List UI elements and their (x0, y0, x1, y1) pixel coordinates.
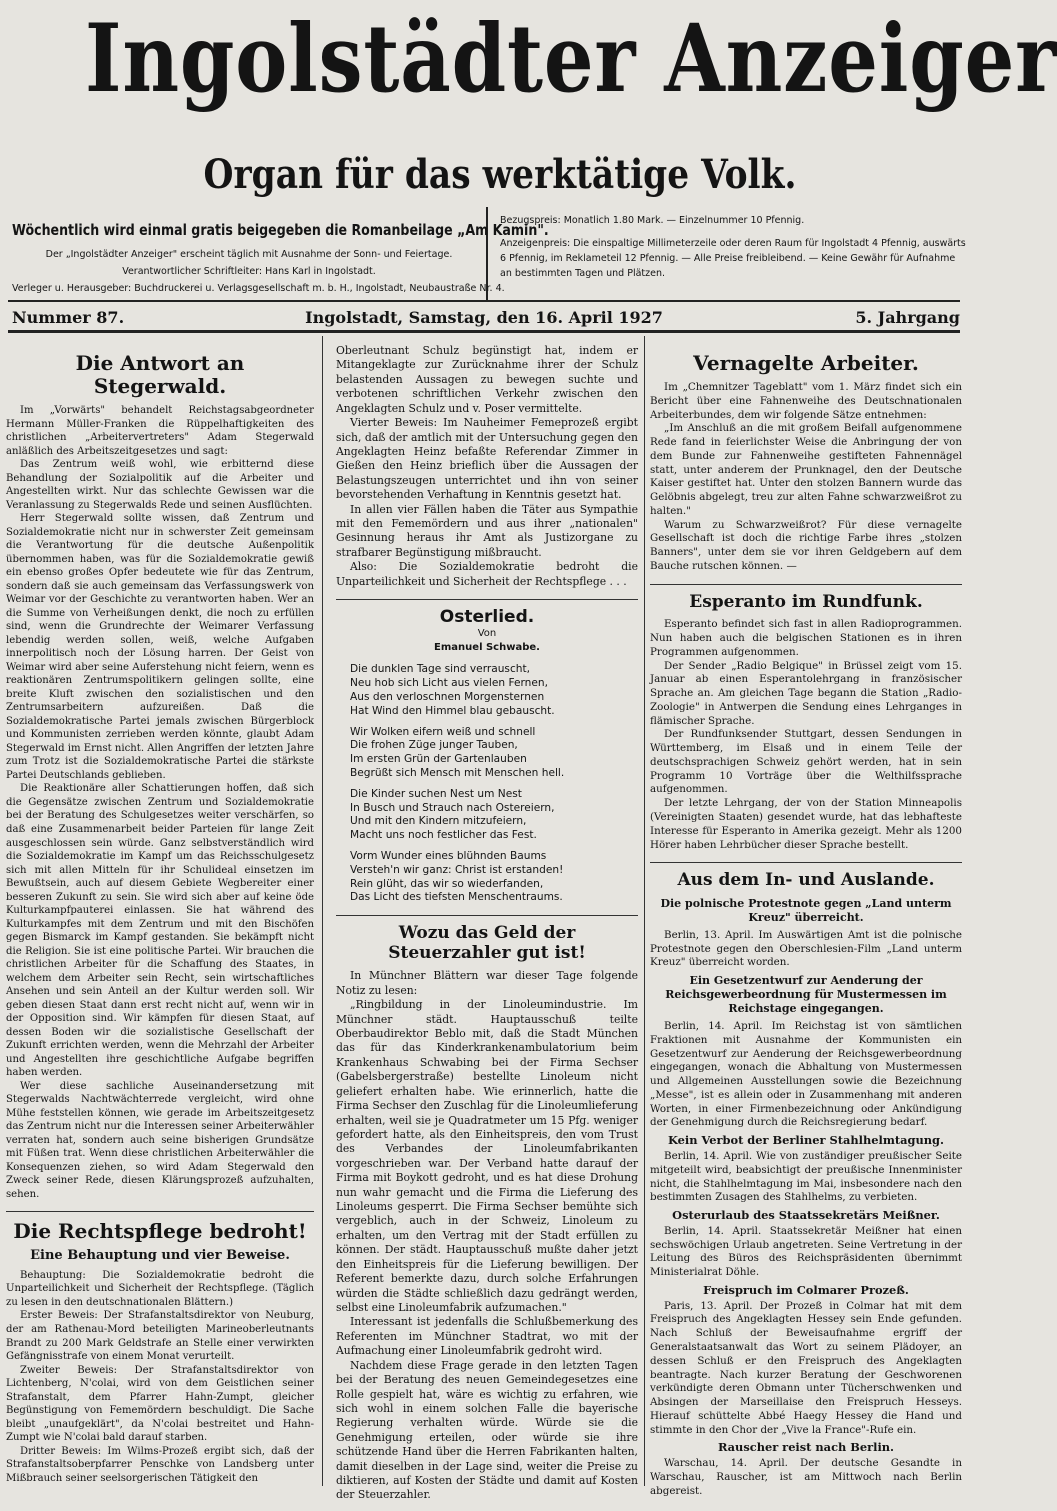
poem-stanza (350, 726, 638, 781)
publisher-notice: Verleger u. Herausgeber: Buchdruckerei u. Verlagsgesellschaft m. b. H., Ingolstadt, Neubaustraße Nr. 4. (12, 283, 505, 294)
article-paragraph: Esperanto befindet sich fast in allen Radioprogrammen. Nun haben auch die belgischen Stationen es in ihren Programmen aufgenommen. (650, 618, 962, 658)
issue-year: 5. Jahrgang (855, 308, 960, 327)
news-headline: Kein Verbot der Berliner Stahlhelmtagung. (668, 1133, 944, 1148)
news-headline: Die polnische Protestnote gegen „Land unterm Kreuz" überreicht. (660, 896, 952, 924)
poem-title: Osterlied. (439, 607, 535, 628)
ad-price-line-2: 6 Pfennig, im Reklameteil 12 Pfennig. — Alle Preise freibleibend. — Keine Gewähr für Aufnahme (500, 253, 956, 264)
article-paragraph: Herr Stegerwald sollte wissen, daß Zentrum und Sozialdemokratie nicht nur in schwerster Zeit gemeinsam die Verantwortung für die deutsche Außenpolitik übernommen haben, was für die Sozialdemokratie gewiß ein ebenso großes Opfer bedeutete wie für das Zentrum, sondern daß sie auch gemeinsam das Verfassungswerk von Weimar vor der Geschichte zu verantworten haben. Wer an die Summe von Verheißungen denkt, die noch zu erfüllen sind, wenn die Grundrechte der Weimarer Verfassung lebendig werden sollen, weiß, welche Aufgaben innerpolitisch noch der Lösung harren. Der Geist von Weimar wird aber seine Auferstehung nicht feiern, wenn es reaktionären Zentrumspolitikern gelingen sollte, eine breite Kluft zwischen den sozialistischen und den Zentrumsarbeitern aufzureißen. Daß die Sozialdemokratische Partei jemals zwischen Bürgerblock und Kommunisten zerrieben werden könnte, glaubt Adam Stegerwald im Ernst nicht. Allen Angriffen der letzten Jahre zum Trotz ist die Sozialdemokratische Partei die stärkste Partei Deutschlands geblieben. (6, 513, 314, 781)
editor-notice: Verantwortlicher Schriftleiter: Hans Karl in Ingolstadt. (122, 266, 376, 277)
news-headline: Ein Gesetzentwurf zur Aenderung der Reichsgewerbeordnung für Mustermessen im Reichstage eingegangen. (665, 974, 947, 1016)
info-box-right (496, 207, 966, 300)
poem-stanza (350, 788, 638, 843)
issue-date: Ingolstadt, Samstag, den 16. April 1927 (305, 308, 663, 327)
subheadline-rechtspflege: Eine Behauptung und vier Beweise. (30, 1248, 290, 1264)
column-1 (6, 344, 314, 1485)
poem-line: Die frohen Züge junger Tauben, (350, 739, 518, 752)
article-paragraph: Behauptung: Die Sozialdemokratie bedroht die Unparteilichkeit und Sicherheit der Rechtspflege. (Täglich zu lesen in den deutschnationalen Blättern.) (6, 1269, 314, 1308)
masthead-subtitle: Organ für das werktätige Volk. (203, 151, 797, 198)
section-rule (336, 915, 638, 916)
section-rule (6, 1211, 314, 1212)
article-paragraph: Wer diese sachliche Auseinandersetzung mit Stegerwalds Nachtwächterrede vergleicht, wird ohne Mühe feststellen können, wie gerade im Arbeitszeitgesetz das Zentrum nicht nur die Interessen seiner Arbeiterwähler verraten hat, sondern auch seine bisherigen Grundsätze mit Füßen trat. Wenn diese christlichen Arbeiterwähler die Konsequenzen ziehen, so wird Adam Stegerwald den Zweck seiner Rede, diesen Klärungsprozeß aufzuhalten, sehen. (6, 1080, 314, 1200)
section-rule (650, 862, 962, 863)
news-headline: Freispruch im Colmarer Prozeß. (703, 1282, 909, 1297)
headline-vernagelte: Vernagelte Arbeiter. (693, 351, 919, 375)
article-paragraph: Der Sender „Radio Belgique" in Brüssel zeigt vom 15. Januar ab einen Esperantolehrgang in französischer Sprache an. Am gleichen Tage begann die Station „Radio-Zoologie" in Antwerpen die Sendung eines Lehrganges in flämischer Sprache. (650, 659, 962, 727)
poem-von: Von (477, 627, 497, 639)
ad-price-line-3: an bestimmten Tagen und Plätzen. (500, 268, 666, 279)
article-paragraph: Vierter Beweis: Im Nauheimer Femeprozeß ergibt sich, daß der amtlich mit der Untersuchung gegen den Angeklagten Heinz befaßte Referendar Zimmer in Gießen den Heinz brieflich über die Aussagen der Belastungszeugen unterrichtet und ihn von seiner bevorstehenden Verhaftung in Kenntnis gesetzt hat. (336, 416, 638, 502)
column-divider (644, 336, 645, 1486)
headline-steuerzahler: Wozu das Geld der Steuerzahler gut ist! (388, 923, 586, 963)
news-headline: Rauscher reist nach Berlin. (717, 1440, 895, 1455)
issue-number: Nummer 87. (12, 308, 125, 327)
poem-line: Aus den verloschnen Morgensternen (350, 691, 545, 704)
column-2 (336, 344, 638, 1503)
poem-line: Wir Wolken eifern weiß und schnell (350, 725, 536, 738)
section-rule (336, 599, 638, 600)
news-paragraph: Berlin, 14. April. Wie von zuständiger preußischer Seite mitgeteilt wird, beabsichtigt der preußische Innenminister nicht, die Stahlhelmtagung im Mai, insbesondere nach den bestimmten Zusagen des Stahlhelms, zu verbieten. (650, 1150, 962, 1204)
article-paragraph: Im „Chemnitzer Tageblatt" vom 1. März findet sich ein Bericht über eine Fahnenweihe des Deutschnationalen Arbeiterbundes, dem wir folgende Sätze entnehmen: (650, 381, 962, 421)
column-3 (650, 344, 962, 1498)
poem-stanza (350, 850, 638, 905)
publication-notice: Der „Ingolstädter Anzeiger" erscheint täglich mit Ausnahme der Sonn- und Feiertage. (45, 249, 453, 260)
article-paragraph: Dritter Beweis: Im Wilms-Prozeß ergibt sich, daß der Strafanstaltsoberpfarrer Penschke von Landsberg unter Mißbrauch seiner seelsorgerischen Tätigkeit den (6, 1445, 314, 1484)
headline-inland-ausland: Aus dem In- und Auslande. (677, 870, 935, 891)
article-paragraph: Interessant ist jedenfalls die Schlußbemerkung des Referenten im Münchner Stadtrat, wo mit der Aufmachung einer Linoleumfabrik gedroht wird. (336, 1315, 638, 1358)
headline-rechtspflege: Die Rechtspflege bedroht! (13, 1219, 307, 1244)
article-paragraph: Erster Beweis: Der Strafanstaltsdirektor von Neuburg, der am Rathenau-Mord beteiligten Marineoberleutnants Brandt zu 200 Mark Geldstrafe an Stelle einer verwirkten Gefängnisstrafe von einem Monat verurteilt. (6, 1310, 314, 1363)
news-headline: Osterurlaub des Staatssekretärs Meißner. (672, 1208, 940, 1223)
poem-author: Emanuel Schwabe. (434, 642, 540, 654)
headline-antwort: Die Antwort an Stegerwald. (75, 351, 245, 398)
section-rule (650, 584, 962, 585)
poem-line: Im ersten Grün der Gartenlauben (350, 753, 527, 766)
article-paragraph: Der Rundfunksender Stuttgart, dessen Sendungen in Württemberg, im Elsaß und in einem Teile der deutschsprachigen Schweiz gehört werden, hat in sein Programm 10 Vorträge über die Welthilfssprache aufgenommen. (650, 728, 962, 796)
article-paragraph: Die Reaktionäre aller Schattierungen hoffen, daß sich die Gegensätze zwischen Zentrum und Sozialdemokratie bei der Beratung des Schulgesetzes weiter verschärfen, so daß eine Zusammenarbeit beider Parteien für lange Zeit ausgeschlossen sein würde. Ganz selbstverständlich wird die Sozialdemokratie im Kampf um das Reichsschulgesetz sich mit allen Mitteln für ihr Schulideal einsetzen im Bewußtsein, auch auf diesem Gebiete Wegbereiter einer besseren Zukunft zu sein. Sie wird sich aber auf keine öde Kulturkampfpauterei einlassen. Sie hat während des Kulturkampfes mit dem Zentrum und mit den Bischöfen gegen Bismarck im Kampf gestanden. Sie bekämpft nicht die Religion. Sie ist eine politische Partei. Wir brauchen die christlichen Arbeiter für die Schaffung des Staates, in welchem dem Arbeiter sein Recht, sein wirtschaftliches Ansehen und sein Anteil an der Kultur werden soll. Wir geben diesen Staat dann erst recht nicht auf, wenn wir in der Opposition sind. Wir kämpfen für diesen Staat, auf dessen Boden wir die sozialistische Gesellschaft der Zukunft errichten werden, wenn die Mehrzahl der Arbeiter und Angestellten ihre geschichtliche Aufgabe begriffen haben werden. (6, 783, 314, 1079)
poem-line: Begrüßt sich Mensch mit Menschen hell. (350, 767, 565, 780)
poem-line: Neu hob sich Licht aus vielen Fernen, (350, 677, 548, 690)
news-paragraph: Berlin, 14. April. Staatssekretär Meißner hat einen sechswöchigen Urlaub angetreten. Seine Vertretung in der Leitung des Büros des Reichspräsidenten übernimmt Ministerialrat Döhle. (650, 1224, 962, 1279)
poem-line: Die Kinder suchen Nest um Nest (350, 787, 522, 800)
poem-line: In Busch und Strauch nach Ostereiern, (350, 801, 555, 814)
article-paragraph: In allen vier Fällen haben die Täter aus Sympathie mit den Fememördern und aus ihrer „nationalen" Gesinnung heraus ihr Amt als Justizorgane zu strafbarer Begünstigung mißbraucht. (336, 502, 638, 559)
issue-bar (8, 300, 960, 333)
poem-line: Rein glüht, das wir so wiederfanden, (350, 877, 544, 890)
headline-esperanto: Esperanto im Rundfunk. (689, 591, 923, 612)
article-paragraph: Der letzte Lehrgang, der von der Station Minneapolis (Vereinigten Staaten) gesendet wurde, hat das lebhafteste Interesse für Esperanto in Amerika gezeigt. Mehr als 1200 Hörer haben Lehrbücher dieser Sprache bestellt. (650, 797, 962, 851)
poem-line: Und mit den Kindern mitzufeiern, (350, 815, 527, 828)
masthead-title: Ingolstädter Anzeiger (85, 4, 1057, 114)
column-divider (322, 336, 323, 1486)
ad-price-line-1: Anzeigenpreis: Die einspaltige Millimeterzeile oder deren Raum für Ingolstadt 4 Pfennig, auswärts (500, 238, 966, 249)
news-paragraph: Berlin, 14. April. Im Reichstag ist von sämtlichen Fraktionen mit Ausnahme der Kommunisten ein Gesetzentwurf zur Aenderung der Reichsgewerbeordnung eingegangen, wonach die Abhaltung von Mustermessen und Allgemeinen Ausstellungen sowie die Bezeichnung „Messe", ist es allein oder in Zusammenhang mit anderen Worten, in einer Firmenbezeichnung oder Ankündigung der Genehmigung durch die Reichsregierung bedarf. (650, 1020, 962, 1129)
article-paragraph: Warum zu Schwarzweißrot? Für diese vernagelte Gesellschaft ist doch die richtige Farbe ihres „stolzen Banners", unter dem sie vor ihren Geldgebern auf dem Bauche rutschen können. — (650, 518, 962, 572)
article-paragraph: Nachdem diese Frage gerade in den letzten Tagen bei der Beratung des neuen Gemeindegesetzes eine Rolle gespielt hat, wäre es wichtig zu erfahren, wie sich wohl in einem solchen Falle die bayerische Regierung verhalten würde. Würde sie die Genehmigung erteilen, oder würde sie ihre schützende Hand über die Herren Fabrikanten halten, damit dieselben in der Lage sind, weiter die Preise zu diktieren, auf Kosten der Städte und damit auf Kosten der Steuerzahler. (336, 1358, 638, 1502)
poem-line: Versteh'n wir ganz: Christ ist erstanden! (350, 863, 564, 876)
article-paragraph: Also: Die Sozialdemokratie bedroht die Unparteilichkeit und Sicherheit der Rechtspflege . . . (336, 560, 638, 588)
news-paragraph: Warschau, 14. April. Der deutsche Gesandte in Warschau, Rauscher, ist am Mittwoch nach Berlin abgereist. (650, 1457, 962, 1497)
article-paragraph: Im „Vorwärts" behandelt Reichstagsabgeordneter Hermann Müller-Franken die Rüppelhaftigkeiten des christlichen „Arbeitervertreters" Adam Stegerwald anläßlich des Arbeitszeitgesetzes und sagt: (6, 405, 314, 457)
poem-line: Das Licht des tiefsten Menschentraums. (350, 891, 563, 904)
poem-line: Hat Wind den Himmel blau gebauscht. (350, 704, 555, 717)
article-paragraph: In Münchner Blättern war dieser Tage folgende Notiz zu lesen: (336, 969, 638, 997)
article-paragraph: Oberleutnant Schulz begünstigt hat, indem er Mitangeklagte zur Zurücknahme ihrer der Schulz belastenden Aussagen zu bewegen suchte und verbotenen schriftlichen Verkehr zwischen den Angeklagten Schulz und v. Poser vermittelte. (336, 344, 638, 415)
article-paragraph: Zweiter Beweis: Der Strafanstaltsdirektor von Lichtenberg, N'colai, wird von dem Geistlichen seiner Strafanstalt, dem Pfarrer Hahn-Zumpt, gleicher Begünstigung von Fememördern beschuldigt. Die Sache bleibt „unaufgeklärt", da N'colai bestreitet und Hahn-Zumpt wie N'colai bald darauf starben. (6, 1364, 314, 1444)
weekly-supplement-notice: Wöchentlich wird einmal gratis beigegeben die Romanbeilage „Am Kamin". (12, 221, 549, 239)
article-paragraph: „Im Anschluß an die mit großem Beifall aufgenommene Rede fand in feierlichster Weise die Anbringung der von dem Bunde zur Fahnenweihe gestifteten Fahnennägel statt, unter anderem der Prunknagel, den der Deutsche Kaiser gestiftet hat. Unter den stolzen Bannern wurde das Gelöbnis abgelegt, treu zur alten Fahne schwarzweißrot zu halten." (650, 422, 962, 517)
poem-stanza (350, 663, 638, 718)
subscription-price: Bezugspreis: Monatlich 1.80 Mark. — Einzelnummer 10 Pfennig. (500, 215, 805, 226)
poem-line: Macht uns noch festlicher das Fest. (350, 829, 537, 842)
poem-line: Vorm Wunder eines blühnden Baums (350, 850, 547, 862)
news-paragraph: Berlin, 13. April. Im Auswärtigen Amt ist die polnische Protestnote gegen den Oberschlesien-Film „Land unterm Kreuz" überreicht worden. (650, 928, 962, 969)
article-paragraph: Das Zentrum weiß wohl, wie erbitternd diese Behandlung der Sozialpolitik auf die Arbeiter und Angestellten wirkt. Nur das schlechte Gewissen war die Veranlassung zu Stegerwalds Rede und seinen Ausflüchten. (6, 459, 314, 511)
news-paragraph: Paris, 13. April. Der Prozeß in Colmar hat mit dem Freispruch des Angeklagten Hessey sein Ende gefunden. Nach Schluß der Beweisaufnahme ergriff der Generalstaatsanwalt das Wort zu seinem Plädoyer, an dessen Schluß er den Freispruch des Angeklagten beantragte. Nach kurzer Beratung der Geschworenen verkündigte deren Obmann unter Tücherschwenken und Absingen der Marseillaise den Freispruch Hesseys. Hierauf schüttelte Abbé Haegy Hessey die Hand und stimmte in den Chor der „Vive la France"-Rufe ein. (650, 1299, 962, 1436)
poem-line: Die dunklen Tage sind verrauscht, (350, 663, 530, 676)
info-box-left (8, 207, 549, 300)
article-paragraph: „Ringbildung in der Linoleumindustrie. Im Münchner städt. Hauptausschuß teilte Oberbaudirektor Beblo mit, daß die Stadt München das für das Kinderkrankenambulatorium beim Krankenhaus Schwabing bei der Firma Sechser (Gabelsbergerstraße) bestellte Linoleum nicht geliefert erhalten habe. Wie erinnerlich, hatte die Firma Sechser den Zuschlag für die Linoleumlieferung erhalten, weil sie je Quadratmeter um 15 Pfg. weniger gefordert hatte, als den Einheitspreis, den vom Trust des Verbandes der Linoleumfabrikanten vorgeschrieben war. Der Verband hatte darauf der Firma mit Boykott gedroht, und es hat diese Drohung nun wahr gemacht und die Firma die Lieferung des Linoleums gesperrt. Die Firma Sechser bemühte sich vergeblich, auch in der Schweiz, Linoleum zu erhalten, um den Vertrag mit der Stadt erfüllen zu können. Der städt. Hauptausschuß mußte daher jetzt den Einheitspreis für die Lieferung bewilligen. Der Referent bemerkte dazu, durch solche Erfahrungen würden die Städte schließlich dazu gedrängt werden, selbst eine Linoleumfabrik aufzumachen." (336, 998, 638, 1314)
